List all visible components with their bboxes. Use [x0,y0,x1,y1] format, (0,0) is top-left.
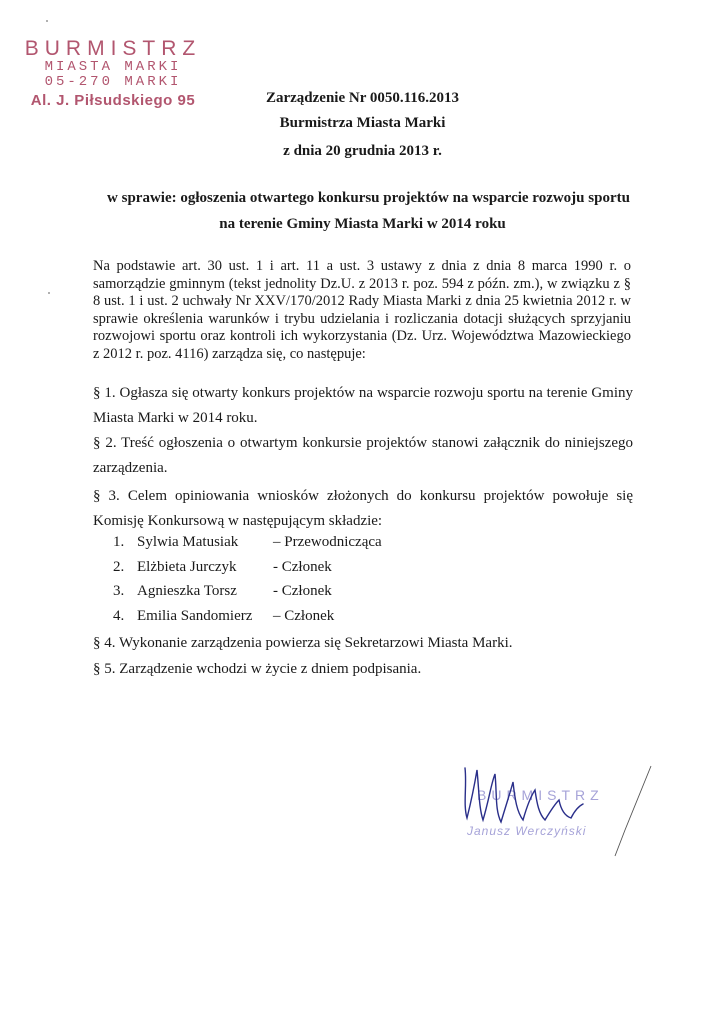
scan-speck [48,292,50,294]
list-number: 4. [113,607,125,624]
signature-stamp-title: BURMISTRZ [477,787,604,803]
committee-list [113,534,382,632]
document-issuer: Burmistrza Miasta Marki [279,115,446,131]
subject-line-2: na terenie Gminy Miasta Marki w 2014 roku [219,216,506,232]
list-item [113,608,382,633]
signature-stamp [466,787,604,838]
scan-speck [46,20,48,22]
stamp-city: MIASTA MARKI [44,59,182,75]
section-2: § 2. Treść ogłoszenia o otwartym konkursie projektów stanowi załącznik do niniejszego zarządzenia. [93,435,633,476]
list-number: 2. [113,558,125,575]
document-date: z dnia 20 grudnia 2013 r. [283,143,442,159]
member-name: Sylwia Matusiak [137,534,239,550]
section-1: § 1. Ogłasza się otwarty konkurs projektów na wsparcie rozwoju sportu na terenie Gminy Miasta Marki w 2014 roku. [93,385,633,426]
stamp-postal: 05-270 MARKI [44,74,182,90]
section-3: § 3. Celem opiniowania wniosków złożonych do konkursu projektów powołuje się Komisję Konkursową w następującym składzie: [93,488,633,529]
member-role: – Członek [273,607,335,624]
member-name: Elżbieta Jurczyk [137,558,237,575]
list-number: 3. [113,583,125,599]
list-number: 1. [113,534,125,550]
signature-block [455,760,665,860]
list-item [113,534,382,559]
member-role: - Członek [273,583,332,599]
member-role: – Przewodnicząca [273,534,382,550]
stamp-address: Al. J. Piłsudskiego 95 [30,92,196,109]
list-item [113,583,382,608]
legal-basis-paragraph: Na podstawie art. 30 ust. 1 i art. 11 a ust. 3 ustawy z dnia z dnia 8 marca 1990 r. o samorządzie gminnym (tekst jednolity Dz.U. z 2013 r. poz. 594 z późn. zm.), w związku z § 8 ust. 1 i ust. 2 uchwały Nr XXV/170/2012 Rady Miasta Marki z dnia 25 kwietnia 2012 r. w sprawie określenia warunków i trybu udzielania i rozliczania dotacji służących sprzyjaniu rozwojowi sportu oraz kontroli ich wykorzystania (Dz. Urz. Województwa Mazowieckiego z 2012 r. poz. 4116) zarządza się, co następuje: [93,258,631,362]
member-role: - Członek [273,558,332,575]
member-name: Emilia Sandomierz [137,607,253,624]
section-5: § 5. Zarządzenie wchodzi w życie z dniem podpisania. [93,661,422,677]
list-item [113,559,382,584]
section-4: § 4. Wykonanie zarządzenia powierza się Sekretarzowi Miasta Marki. [93,635,513,651]
signature-stamp-name: Janusz Werczyński [467,824,587,838]
subject-line-1: w sprawie: ogłoszenia otwartego konkursu projektów na wsparcie rozwoju sportu [107,190,630,206]
signature-flourish [615,766,651,856]
document-title: Zarządzenie Nr 0050.116.2013 [265,90,460,106]
stamp-title: BURMISTRZ [24,37,202,60]
member-name: Agnieszka Torsz [137,583,237,599]
